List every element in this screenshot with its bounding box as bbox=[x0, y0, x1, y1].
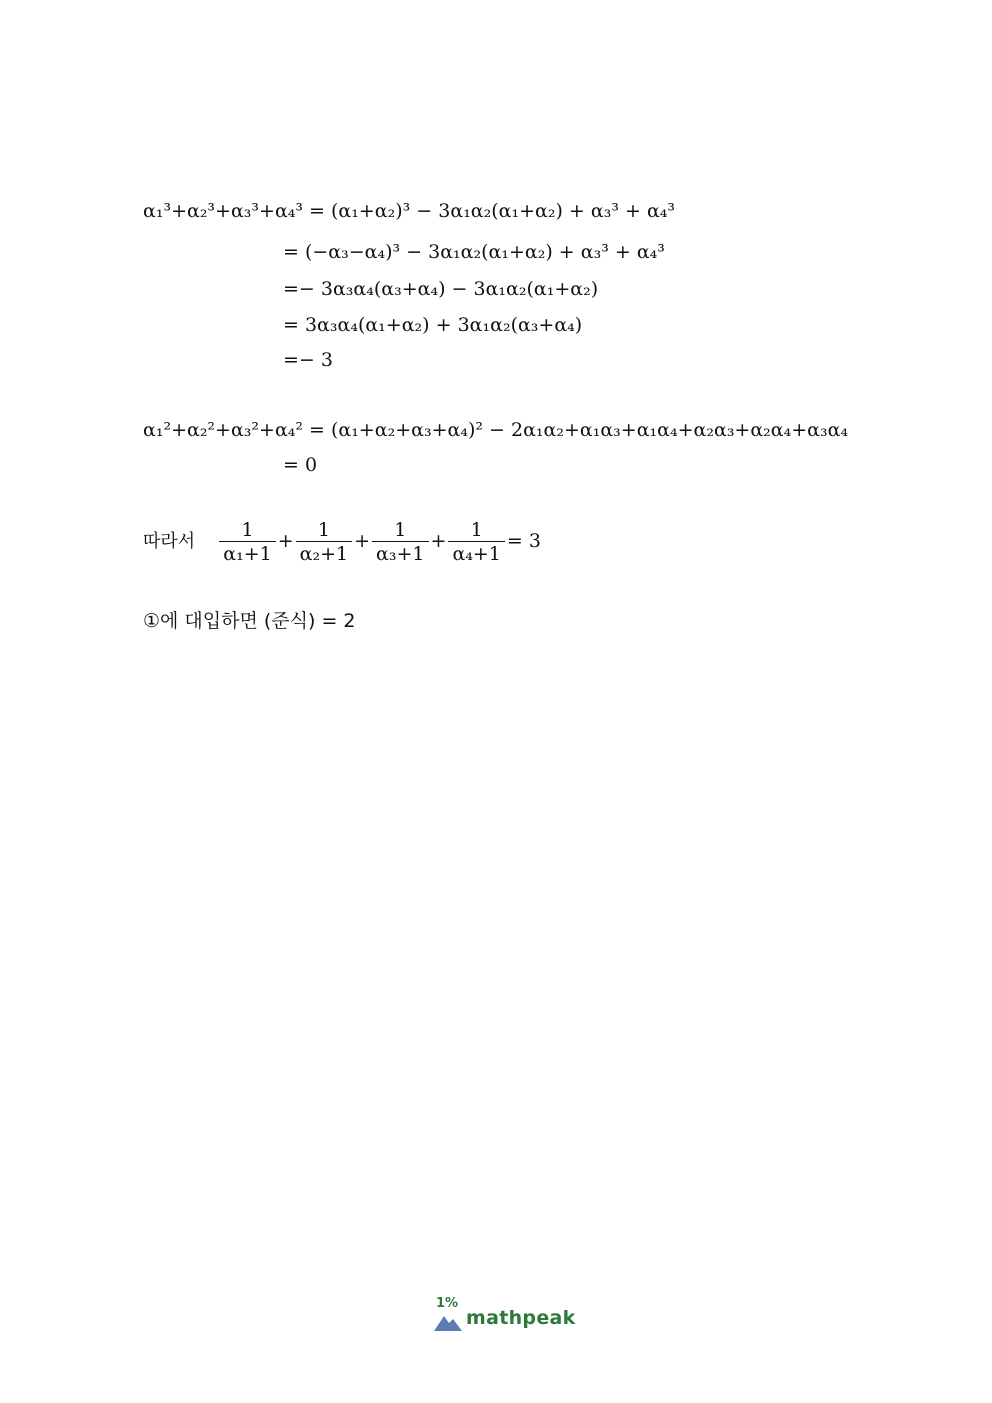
cube-line-4: = 3α₃α₄(α₁+α₂) + 3α₁α₂(α₃+α₄) bbox=[283, 314, 583, 336]
fraction-4-numerator: 1 bbox=[470, 518, 483, 541]
fraction-1-denominator: α₁+1 bbox=[219, 541, 275, 566]
plus-sign: + bbox=[277, 530, 294, 552]
plus-sign: + bbox=[354, 530, 371, 552]
fraction-3 bbox=[372, 519, 428, 566]
fraction-3-denominator: α₃+1 bbox=[372, 541, 428, 566]
cube-line-2: = (−α₃−α₄)³ − 3α₁α₂(α₁+α₂) + α₃³ + α₄³ bbox=[283, 241, 665, 263]
cube-line-5: =− 3 bbox=[283, 349, 333, 371]
mathpeak-logo bbox=[434, 1296, 574, 1336]
fraction-1 bbox=[219, 519, 275, 566]
fraction-2-numerator: 1 bbox=[317, 518, 330, 541]
square-line-1: α₁²+α₂²+α₃²+α₄² = (α₁+α₂+α₃+α₄)² − 2α₁α₂+α₁α₃+α₁α₄+α₂α₃+α₂α₄+α₃α₄ bbox=[143, 419, 849, 441]
mountain-icon bbox=[434, 1312, 464, 1332]
fraction-3-numerator: 1 bbox=[394, 518, 407, 541]
logo-percent: 1% bbox=[436, 1296, 459, 1311]
fraction-2-denominator: α₂+1 bbox=[296, 541, 352, 566]
square-line-2: = 0 bbox=[283, 454, 318, 476]
fraction-1-numerator: 1 bbox=[241, 518, 254, 541]
fraction-4-denominator: α₄+1 bbox=[448, 541, 504, 566]
conclusion-result: = 3 bbox=[506, 530, 541, 552]
fraction-2 bbox=[296, 519, 352, 566]
plus-sign: + bbox=[430, 530, 447, 552]
cube-line-3: =− 3α₃α₄(α₃+α₄) − 3α₁α₂(α₁+α₂) bbox=[283, 278, 599, 300]
fraction-4 bbox=[448, 519, 504, 566]
cube-line-1: α₁³+α₂³+α₃³+α₄³ = (α₁+α₂)³ − 3α₁α₂(α₁+α₂) + α₃³ + α₄³ bbox=[143, 200, 676, 222]
final-line: ①에 대입하면 (준식) = 2 bbox=[143, 610, 356, 632]
conclusion-prefix: 따라서 bbox=[143, 531, 196, 552]
logo-word: mathpeak bbox=[466, 1307, 576, 1329]
conclusion-line bbox=[143, 513, 541, 570]
